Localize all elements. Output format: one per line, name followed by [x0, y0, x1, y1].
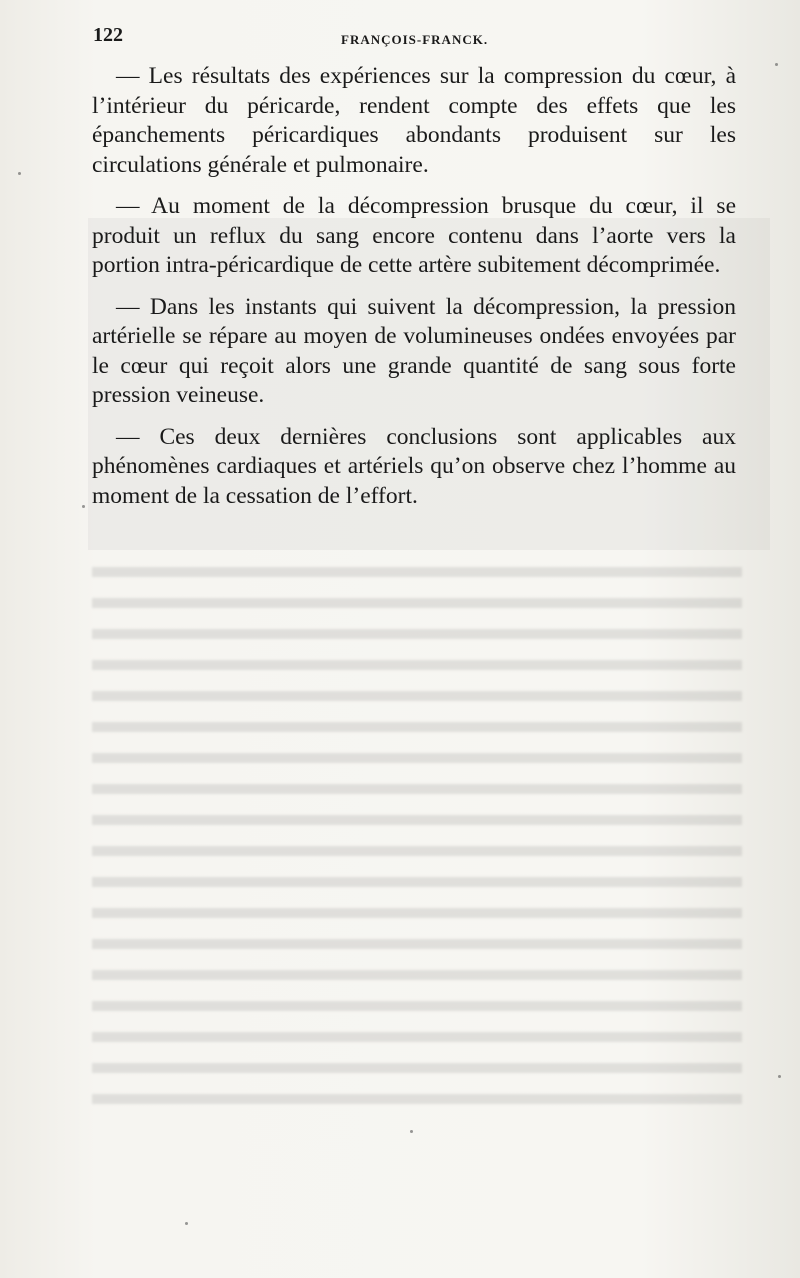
paragraph-2: — Au moment de la décompression brusque du cœur, il se produit un reflux du sang encore contenu dans l’aorte vers la portion intra-péricardique de cette artère subitement décomprimée. — [92, 193, 736, 278]
paragraph-1: — Les résultats des expériences sur la compression du cœur, à l’intérieur du péricarde, rendent compte des effets que les épanchements péricardiques abondants produisent sur les circulations générale et pulmonaire. — [92, 63, 736, 178]
paper-speck — [18, 172, 21, 175]
body-text — [92, 62, 736, 523]
paper-speck — [775, 63, 778, 66]
paragraph-4: — Ces deux dernières conclusions sont applicables aux phénomènes cardiaques et artériels qu’on observe chez l’homme au moment de la cessation de l’effort. — [92, 423, 736, 509]
page-header — [93, 24, 743, 54]
paragraph-3: — Dans les instants qui suivent la décompression, la pression artérielle se répare au moyen de volumineuses ondées envoyées par le cœur qui reçoit alors une grande quantité de sang sous forte pression veineuse. — [92, 293, 736, 408]
paper-speck — [82, 505, 85, 508]
paper-speck — [185, 1222, 188, 1225]
show-through-text — [92, 555, 742, 1115]
paper-speck — [778, 1075, 781, 1078]
page-number: 122 — [93, 24, 123, 46]
paper-speck — [410, 1130, 413, 1133]
running-head: FRANÇOIS-FRANCK. — [341, 32, 489, 47]
